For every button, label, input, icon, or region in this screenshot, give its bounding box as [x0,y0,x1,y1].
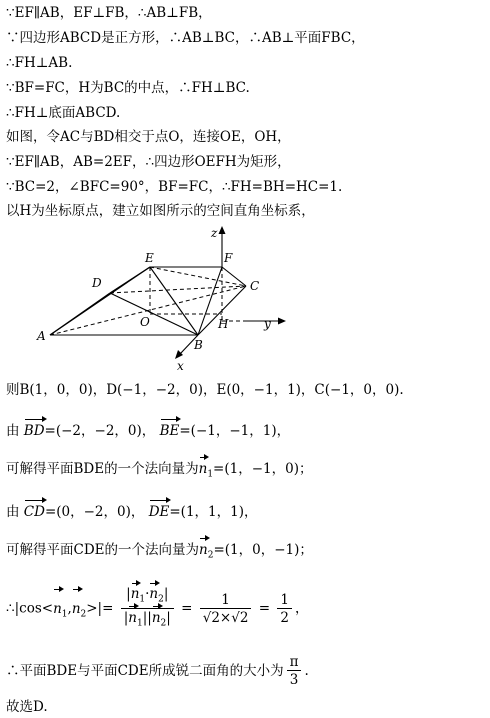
line-normal-CDE [6,541,313,565]
normal-n1: n [198,461,208,477]
vector-CD-value: =(0，−2，0)， [44,504,145,520]
z-arrow-icon [219,226,226,234]
line-normal-BDE [6,460,312,484]
line-9: 以H为坐标原点，建立如图所示的空间直角坐标系， [6,203,315,219]
label-O: O [140,315,150,329]
label-E: E [145,251,154,265]
eq-2: = [258,600,271,617]
vector-BE-value: =(−1，−1，1)， [179,423,291,439]
line-vectors-BD-BE [6,422,290,440]
label-y: y [264,317,271,331]
cos-end: ， [294,600,309,617]
prefix: 由 [6,423,20,439]
label-x: x [177,359,184,373]
line-2: ∵四边形ABCD是正方形，∴AB⊥BC，∴AB⊥平面FBC， [6,30,365,46]
n2-subscript: 2 [207,550,214,561]
label-H: H [218,317,229,331]
cos-prefix: ∴|cos< [6,600,54,617]
edge-DC-dashed [110,286,246,293]
line-1: ∵EF∥AB，EF⊥FB，∴AB⊥FB， [6,5,212,21]
vector-BE: BE [159,423,180,439]
coords-line: 则B(1，0，0)，D(−1，−2，0)，E(0，−1，1)，C(−1，0，0). [6,382,404,398]
label-F: F [224,251,233,265]
vector-CD: CD [23,504,45,520]
line-5: ∴FH⊥底面ABCD. [6,105,121,121]
label-z: z [211,226,218,240]
label-A: A [37,329,46,343]
vector-DE-value: =(1，1，1)， [169,504,258,520]
fraction-pi-3: $\frac{\pi}{3}$ [287,654,302,689]
result-text: ∴平面BDE与平面CDE所成锐二面角的大小为 [6,663,284,679]
coordinate-figure [34,224,294,374]
vector-BD-value: =(−2，−2，0)， [44,423,156,439]
line-7: ∵EF∥AB，AB=2EF，∴四边形OEFH为矩形， [6,154,291,170]
prefix: 由 [6,504,20,520]
line-8: ∵BC=2，∠BFC=90°，BF=FC，∴FH=BH=HC=1. [6,179,343,195]
vector-DE: DE [148,504,170,520]
normal-text: 可解得平面BDE的一个法向量为 [6,461,199,477]
fraction-half: $\frac{1}{2}$ [277,592,292,627]
edge-EC-dashed [150,267,246,286]
fraction-dot-product: $\frac{|n_1\cdot n_2|}{|n_1||n_2|}$ [121,586,174,632]
line-vectors-CD-DE [6,503,258,521]
normal-n2: n [199,542,208,558]
fraction-root: $\frac{1}{√2\times√2}$ [200,592,252,627]
edge-DE [110,267,150,293]
cos-mid: >|= [86,600,114,617]
vector-BD: BD [23,423,45,439]
line-cos-formula: $\therefore|\cos<n_1,n_2>|=$ $\frac{|n_1\cdot n_2|}{|n_1||n_2|}$ = $\frac{1}{√2\times√2}$ = $\frac{1}{2}$ ， [6,586,308,632]
n2-value: =(1，0，−1)； [213,542,313,558]
line-6: 如图，令AC与BD相交于点O，连接OE，OH， [6,129,291,145]
line-3: ∴FH⊥AB. [6,55,73,71]
label-B: B [194,338,203,352]
line-4: ∵BF=FC，H为BC的中点，∴FH⊥BC. [6,80,250,96]
label-D: D [92,276,102,290]
answer-line: 故选D. [6,699,48,715]
y-arrow-icon [278,318,286,325]
eq-1: = [181,600,193,617]
edge-EB [150,267,198,335]
normal-text: 可解得平面CDE的一个法向量为 [6,542,200,558]
n1-subscript: 1 [207,469,214,480]
label-C: C [250,279,260,293]
line-angle-result: ∴平面BDE与平面CDE所成锐二面角的大小为 $\frac{\pi}{3}$ . [6,654,309,688]
n1-value: =(1，−1，0)； [213,461,313,477]
